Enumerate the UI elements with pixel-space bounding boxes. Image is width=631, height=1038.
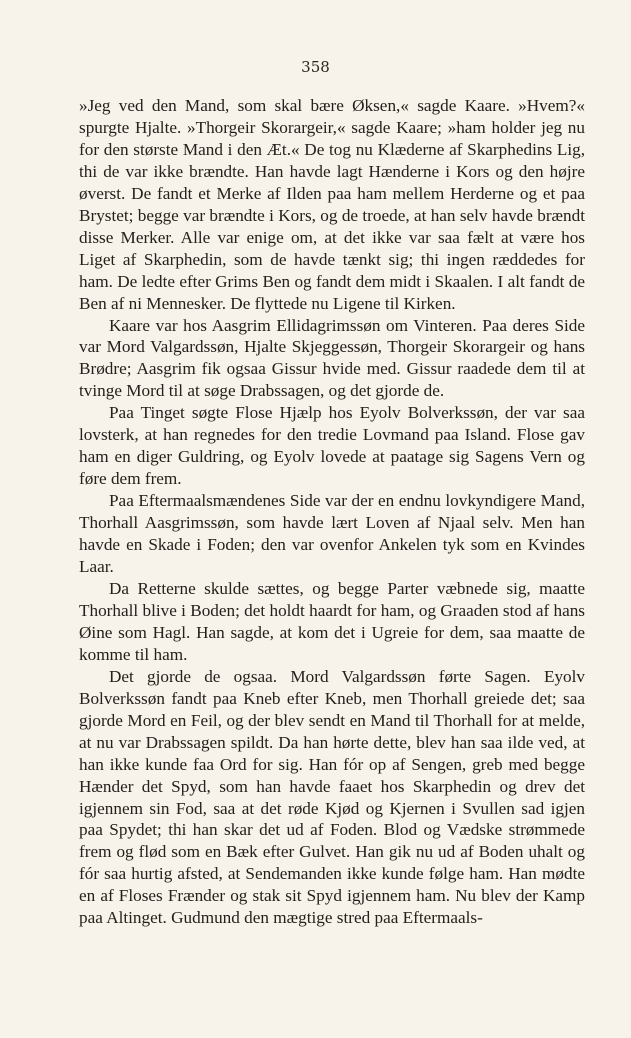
paragraph: Paa Eftermaalsmændenes Side var der en endnu lovkyndigere Mand, Thorhall Aasgrimssøn, som havde lært Loven af Njaal selv. Men han havde en Skade i Foden; den var ovenfor Ankelen tyk som en Kvindes Laar. bbox=[79, 491, 585, 577]
paragraph: Kaare var hos Aasgrim Ellidagrimssøn om Vinteren. Paa deres Side var Mord Valgardssøn, Hjalte Skjeggessøn, Thorgeir Skorargeir og hans Brødre; Aasgrim fik ogsaa Gissur hvide med. Gissur raadede dem til at tvinge Mord til at søge Drabssagen, og det gjorde de. bbox=[79, 315, 585, 401]
body-text bbox=[79, 95, 585, 929]
paragraph: Paa Tinget søgte Flose Hjælp hos Eyolv Bolverkssøn, der var saa lovsterk, at han regnedes for den tredie Lovmand paa Island. Flose gav ham en diger Guldring, og Eyolv lovede at paatage sig Sagens Vern og føre dem frem. bbox=[79, 403, 585, 489]
page-number: 358 bbox=[301, 58, 330, 76]
paragraph: Det gjorde de ogsaa. Mord Valgardssøn førte Sagen. Eyolv Bolverkssøn fandt paa Kneb efter Kneb, men Thorhall greiede det; saa gjorde Mord en Feil, og der blev sendt en Mand til Thorhall for at melde, at nu var Drabssagen spildt. Da han hørte dette, blev han saa ilde ved, at han ikke kunde faa Ord for sig. Han fór op af Sengen, greb med begge Hænder det Spyd, som han havde faaet hos Skarphedin og drev det igjennem sin Fod, saa at det røde Kjød og Kjernen i Svullen sad igjen paa Spydet; thi han skar det ud af Foden. Blod og Vædske strømmede frem og flød som en Bæk efter Gulvet. Han gik nu ud af Boden uhalt og fór saa hurtig afsted, at Sendemanden ikke kunde følge ham. Han mødte en af Floses Frænder og stak sit Spyd igjennem ham. Nu blev der Kamp paa Altinget. Gudmund den mægtige stred paa Eftermaals- bbox=[79, 666, 585, 928]
paragraph: »Jeg ved den Mand, som skal bære Øksen,« sagde Kaare. »Hvem?« spurgte Hjalte. »Thorgeir Skorargeir,« sagde Kaare; »ham holder jeg nu for den største Mand i den Æt.« De tog nu Klæderne af Skarphedins Lig, thi de var ikke brændte. Han havde lagt Hænderne i Kors og den højre øverst. De fandt et Merke af Ilden paa ham mellem Herderne og et paa Brystet; begge var brændte i Kors, og de troede, at han selv havde brændt disse Merker. Alle var enige om, at det ikke var saa fælt at være hos Liget af Skarphedin, som de havde tænkt sig; thi ingen ræddedes for ham. De ledte efter Grims Ben og fandt dem midt i Skaalen. I alt fandt de Ben af ni Mennesker. De flyttede nu Ligene til Kirken. bbox=[79, 96, 585, 313]
paragraph: Da Retterne skulde sættes, og begge Parter væbnede sig, maatte Thorhall blive i Boden; det holdt haardt for ham, og Graaden stod af hans Øine som Hagl. Han sagde, at kom det i Ugreie for dem, saa maatte de komme til ham. bbox=[79, 578, 585, 664]
